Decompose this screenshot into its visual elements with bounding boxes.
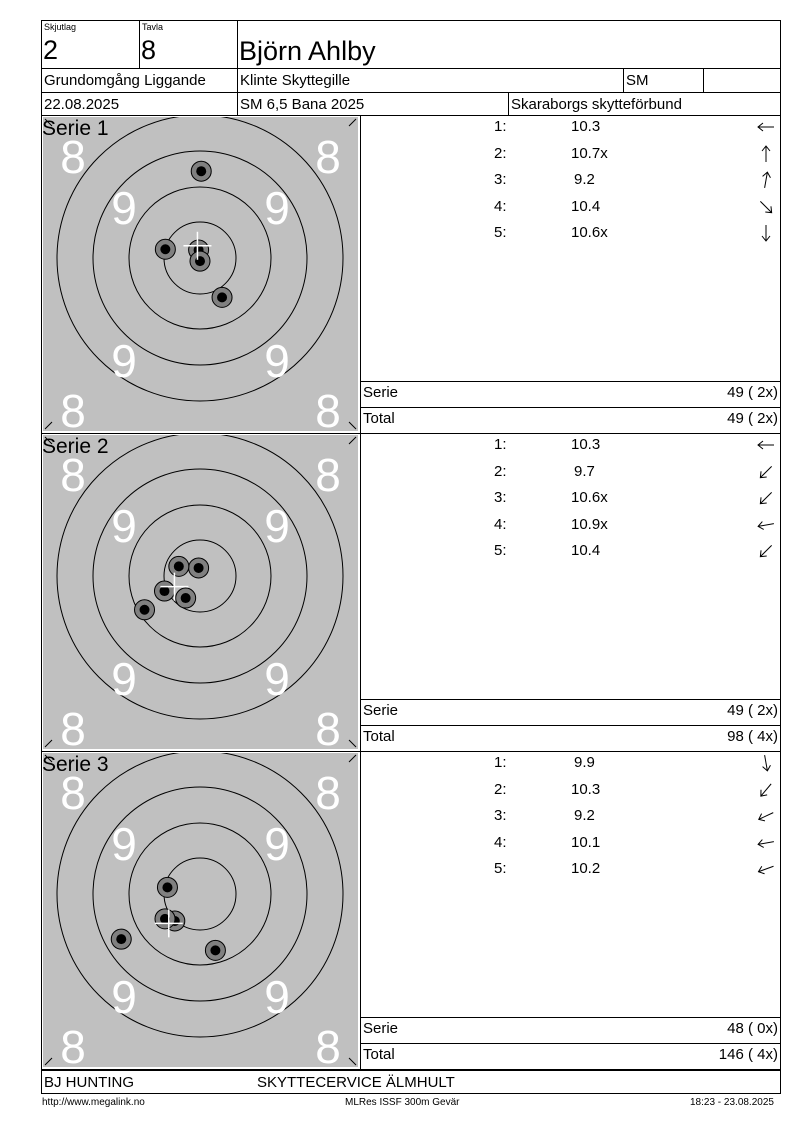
score-separator-line — [360, 1017, 781, 1018]
shot-value: 10.3 — [571, 436, 601, 453]
shot-number: 3: — [494, 171, 507, 189]
serie-block-divider — [360, 434, 361, 752]
footer-url[interactable]: http://www.megalink.no — [42, 1097, 145, 1108]
shot-value: 10.2 — [571, 860, 601, 878]
shot-direction-arrow-icon — [756, 781, 776, 799]
ring-number: 9 — [111, 335, 137, 388]
ring-number: 8 — [60, 703, 86, 749]
federation-name: Skaraborgs skytteförbund — [511, 96, 682, 113]
total-score-label: Total — [363, 1046, 395, 1063]
shot-number: 4: — [494, 515, 507, 533]
shooter-name: Björn Ahlby — [239, 36, 376, 66]
shot-hole-center — [162, 882, 172, 892]
shot-direction-arrow-icon — [756, 463, 776, 481]
serie-score-label: Serie — [363, 1020, 399, 1037]
shot-value: 9.7 — [574, 462, 595, 480]
shot-hole-center — [159, 586, 169, 596]
shot-value: 10.4 — [571, 542, 601, 560]
shot-hole-center — [160, 244, 170, 254]
total-score-value: 49 ( 2x) — [727, 410, 778, 427]
ring-number: 9 — [111, 653, 137, 706]
total-score-value: 146 ( 4x) — [718, 1046, 778, 1063]
serie-score-value: 48 ( 0x) — [727, 1020, 778, 1037]
ring-number: 8 — [315, 449, 341, 502]
shot-value: 10.3 — [571, 118, 601, 135]
target-background — [43, 753, 358, 1067]
ring-number: 8 — [315, 131, 341, 184]
serie-block-bottom-line — [41, 751, 781, 752]
shot-hole-center — [217, 292, 227, 302]
ring-number: 9 — [264, 182, 290, 235]
shot-direction-arrow-icon — [756, 807, 776, 825]
shot-direction-arrow-icon — [756, 171, 776, 189]
footer-top-line — [41, 1070, 781, 1071]
ring-number: 9 — [111, 182, 137, 235]
ring-number: 9 — [111, 971, 137, 1024]
shot-value: 10.1 — [571, 833, 601, 851]
shooter-class: Grundomgång Liggande — [44, 72, 206, 89]
header-row3-bottom — [41, 115, 781, 116]
ring-number: 8 — [315, 1021, 341, 1067]
sponsor-left: BJ HUNTING — [44, 1074, 134, 1091]
total-score-label: Total — [363, 410, 395, 427]
shot-direction-arrow-icon — [756, 516, 776, 534]
score-separator-line — [360, 407, 781, 408]
shot-direction-arrow-icon — [756, 860, 776, 878]
target-2 — [43, 435, 358, 749]
ring-number: 9 — [264, 653, 290, 706]
target-background — [43, 435, 358, 749]
footer-system: MLRes ISSF 300m Gevär — [345, 1097, 460, 1108]
shot-value: 10.3 — [571, 780, 601, 798]
ring-number: 8 — [60, 1021, 86, 1067]
total-score-value: 98 ( 4x) — [727, 728, 778, 745]
border-top — [41, 20, 781, 21]
header-vline-4 — [703, 68, 704, 92]
shot-number: 2: — [494, 780, 507, 798]
ring-number: 9 — [264, 818, 290, 871]
shot-hole-center — [194, 563, 204, 573]
shot-number: 5: — [494, 224, 507, 242]
shot-value: 9.9 — [574, 754, 595, 771]
header-vline-2 — [237, 20, 238, 115]
shot-direction-arrow-icon — [756, 754, 776, 772]
serie-score-label: Serie — [363, 384, 399, 401]
border-left — [41, 20, 42, 1093]
event-name: SM 6,5 Bana 2025 — [240, 96, 365, 113]
shot-number: 2: — [494, 462, 507, 480]
ring-number: 8 — [315, 767, 341, 820]
tavla-label: Tavla — [142, 22, 164, 32]
shot-value: 10.7x — [571, 144, 608, 162]
shot-hole-center — [174, 561, 184, 571]
shot-direction-arrow-icon — [756, 436, 776, 454]
ring-number: 9 — [264, 500, 290, 553]
competition-code: SM — [626, 72, 649, 89]
ring-number: 9 — [111, 818, 137, 871]
shot-direction-arrow-icon — [756, 145, 776, 163]
footer-timestamp: 18:23 - 23.08.2025 — [690, 1097, 774, 1108]
shot-hole-center — [140, 605, 150, 615]
shot-number: 5: — [494, 860, 507, 878]
shot-number: 1: — [494, 118, 507, 135]
shot-direction-arrow-icon — [756, 198, 776, 216]
shot-number: 1: — [494, 436, 507, 453]
shot-value: 10.6x — [571, 489, 608, 507]
header-vline-1 — [139, 20, 140, 68]
serie-block-divider — [360, 116, 361, 434]
serie-title: Serie 3 — [42, 753, 109, 776]
header-vline-3 — [623, 68, 624, 92]
shot-number: 5: — [494, 542, 507, 560]
shot-hole-center — [210, 945, 220, 955]
ring-number: 8 — [60, 385, 86, 431]
ring-number: 9 — [264, 335, 290, 388]
shot-number: 4: — [494, 833, 507, 851]
ring-number: 9 — [111, 500, 137, 553]
shot-direction-arrow-icon — [756, 542, 776, 560]
total-score-label: Total — [363, 728, 395, 745]
header-vline-5 — [508, 92, 509, 115]
shot-hole-center — [181, 593, 191, 603]
shot-direction-arrow-icon — [756, 489, 776, 507]
ring-number: 8 — [315, 385, 341, 431]
serie-title: Serie 2 — [42, 435, 109, 458]
ring-number: 8 — [60, 767, 86, 820]
shot-number: 3: — [494, 489, 507, 507]
shot-value: 10.4 — [571, 197, 601, 215]
target-1 — [43, 117, 358, 431]
competition-date: 22.08.2025 — [44, 96, 120, 113]
serie-block-divider — [360, 752, 361, 1070]
footer-bottom-line — [41, 1093, 781, 1094]
serie-score-value: 49 ( 2x) — [727, 384, 778, 401]
shot-number: 1: — [494, 754, 507, 771]
ring-number: 8 — [315, 703, 341, 749]
score-separator-line — [360, 699, 781, 700]
shot-value: 10.6x — [571, 224, 608, 242]
shot-direction-arrow-icon — [756, 118, 776, 136]
shot-value: 9.2 — [574, 807, 595, 825]
shot-value: 10.9x — [571, 515, 608, 533]
shot-number: 3: — [494, 807, 507, 825]
skjutlag-value: 2 — [43, 35, 59, 65]
score-separator-line — [360, 725, 781, 726]
shot-number: 4: — [494, 197, 507, 215]
header-row1-bottom — [41, 68, 781, 69]
header-row2-bottom — [41, 92, 781, 93]
shot-hole-center — [195, 256, 205, 266]
shot-value: 9.2 — [574, 171, 595, 189]
serie-score-value: 49 ( 2x) — [727, 702, 778, 719]
shot-direction-arrow-icon — [756, 224, 776, 242]
score-separator-line — [360, 381, 781, 382]
shot-hole-center — [196, 166, 206, 176]
serie-title: Serie 1 — [42, 117, 109, 140]
sponsor-center: SKYTTECERVICE ÄLMHULT — [257, 1074, 455, 1091]
serie-score-label: Serie — [363, 702, 399, 719]
score-separator-line — [360, 1043, 781, 1044]
shot-number: 2: — [494, 144, 507, 162]
ring-number: 9 — [264, 971, 290, 1024]
border-right — [780, 20, 781, 1093]
shot-hole-center — [116, 934, 126, 944]
skjutlag-label: Skjutlag — [44, 22, 77, 32]
tavla-value: 8 — [141, 35, 157, 65]
shooter-club: Klinte Skyttegille — [240, 72, 351, 89]
shot-direction-arrow-icon — [756, 834, 776, 852]
ring-number: 8 — [60, 131, 86, 184]
target-3 — [43, 753, 358, 1067]
ring-number: 8 — [60, 449, 86, 502]
serie-block-bottom-line — [41, 433, 781, 434]
